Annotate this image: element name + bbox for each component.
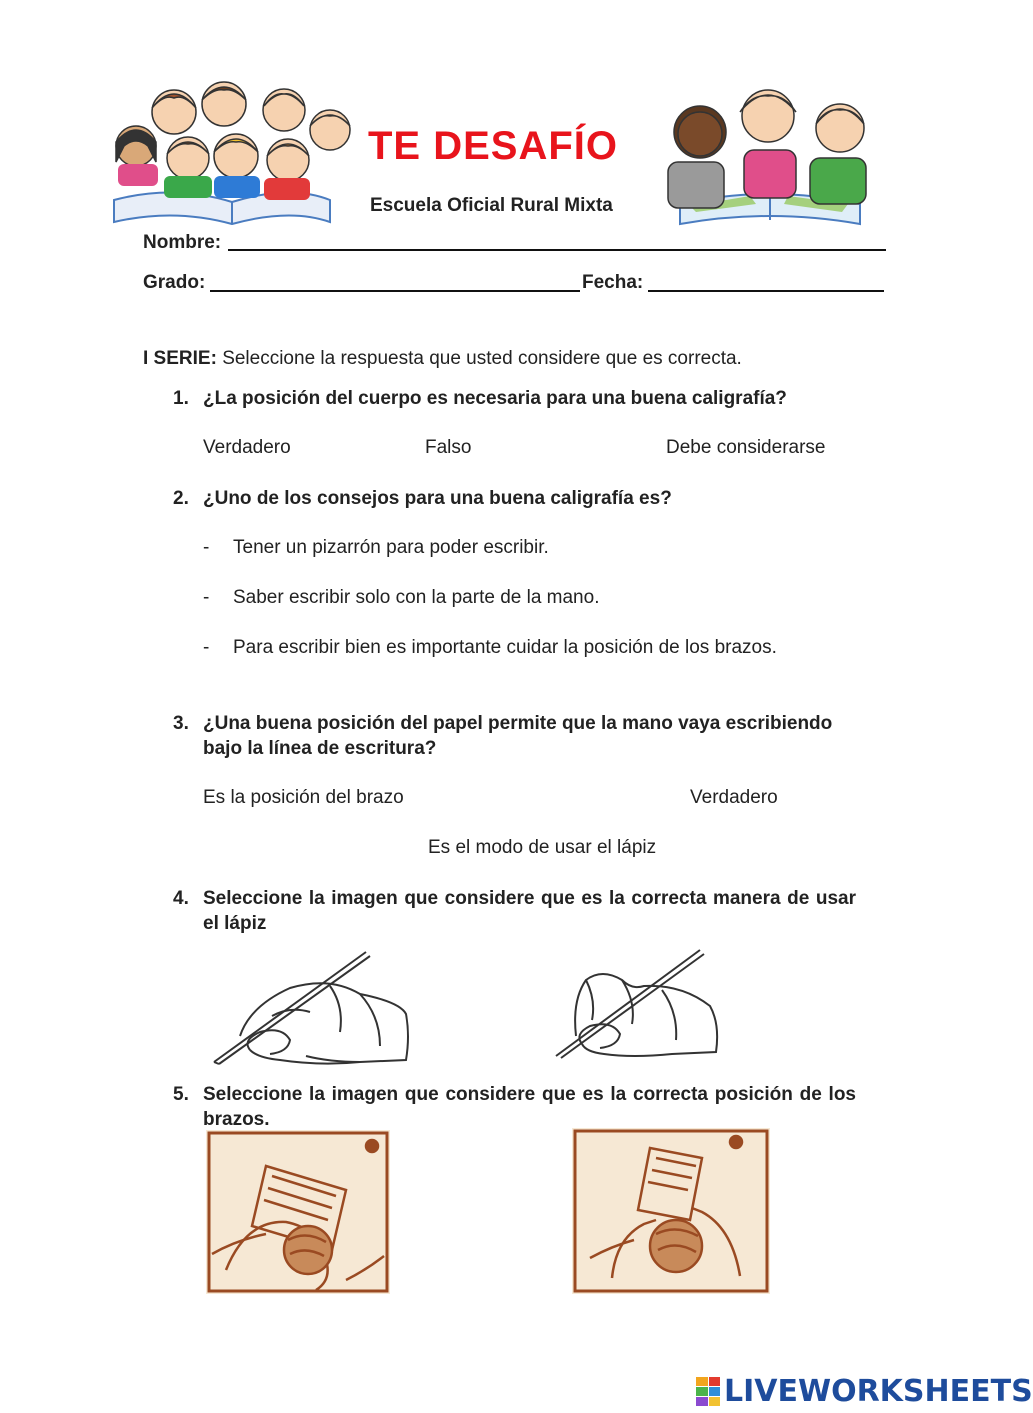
kids-book-illustration-left — [104, 72, 366, 232]
page-title: TE DESAFÍO — [368, 124, 619, 168]
kids-reading-illustration-right — [660, 72, 890, 234]
question-text: ¿Una buena posición del papel permite que la mano vaya escribiendo bajo la línea de escritura? — [203, 713, 833, 759]
brand-icon — [696, 1377, 720, 1407]
q1-option-verdadero[interactable]: Verdadero — [203, 437, 291, 458]
bullet-dash: - — [203, 637, 210, 658]
q3-option-verdadero[interactable]: Verdadero — [690, 787, 778, 808]
question-number: 3. — [173, 713, 189, 734]
q1-option-falso[interactable]: Falso — [425, 437, 472, 458]
q3-option-posicion-brazo[interactable]: Es la posición del brazo — [203, 787, 404, 808]
serie-instruction — [143, 348, 742, 370]
question-number: 4. — [173, 888, 189, 909]
question-number: 2. — [173, 488, 189, 509]
bullet-dash: - — [203, 537, 210, 558]
fecha-line[interactable] — [648, 290, 884, 292]
hand-pencil-image-2[interactable] — [552, 940, 728, 1068]
question-number: 1. — [173, 388, 189, 409]
brand-name: LIVEWORKSHEETS — [724, 1374, 1033, 1409]
question-number: 5. — [173, 1084, 189, 1105]
nombre-line[interactable] — [228, 249, 886, 251]
arm-position-image-2[interactable] — [572, 1128, 770, 1294]
nombre-label: Nombre: — [143, 232, 222, 253]
serie-text: Seleccione la respuesta que usted considere que es correcta. — [222, 348, 742, 369]
grado-line[interactable] — [210, 290, 580, 292]
arm-position-image-1[interactable] — [206, 1130, 390, 1294]
hand-pencil-image-1[interactable] — [210, 936, 436, 1070]
q2-option-1[interactable]: Tener un pizarrón para poder escribir. — [233, 537, 549, 558]
bullet-dash: - — [203, 587, 210, 608]
q2-option-3[interactable]: Para escribir bien es importante cuidar la posición de los brazos. — [233, 637, 777, 658]
question-text: ¿La posición del cuerpo es necesaria para una buena caligrafía? — [203, 388, 787, 409]
fecha-label: Fecha: — [582, 272, 644, 293]
question-text: Seleccione la imagen que considere que es la correcta posición de los brazos. — [203, 1084, 856, 1130]
school-name: Escuela Oficial Rural Mixta — [370, 195, 613, 216]
question-text: ¿Uno de los consejos para una buena caligrafía es? — [203, 488, 672, 509]
grado-label: Grado: — [143, 272, 206, 293]
liveworksheets-logo — [696, 1374, 1033, 1409]
serie-label: I SERIE: — [143, 348, 217, 369]
q2-option-2[interactable]: Saber escribir solo con la parte de la mano. — [233, 587, 600, 608]
q3-option-modo-lapiz[interactable]: Es el modo de usar el lápiz — [428, 837, 657, 858]
q1-option-debe-considerarse[interactable]: Debe considerarse — [666, 437, 826, 458]
question-text: Seleccione la imagen que considere que es la correcta manera de usar el lápiz — [203, 888, 856, 934]
